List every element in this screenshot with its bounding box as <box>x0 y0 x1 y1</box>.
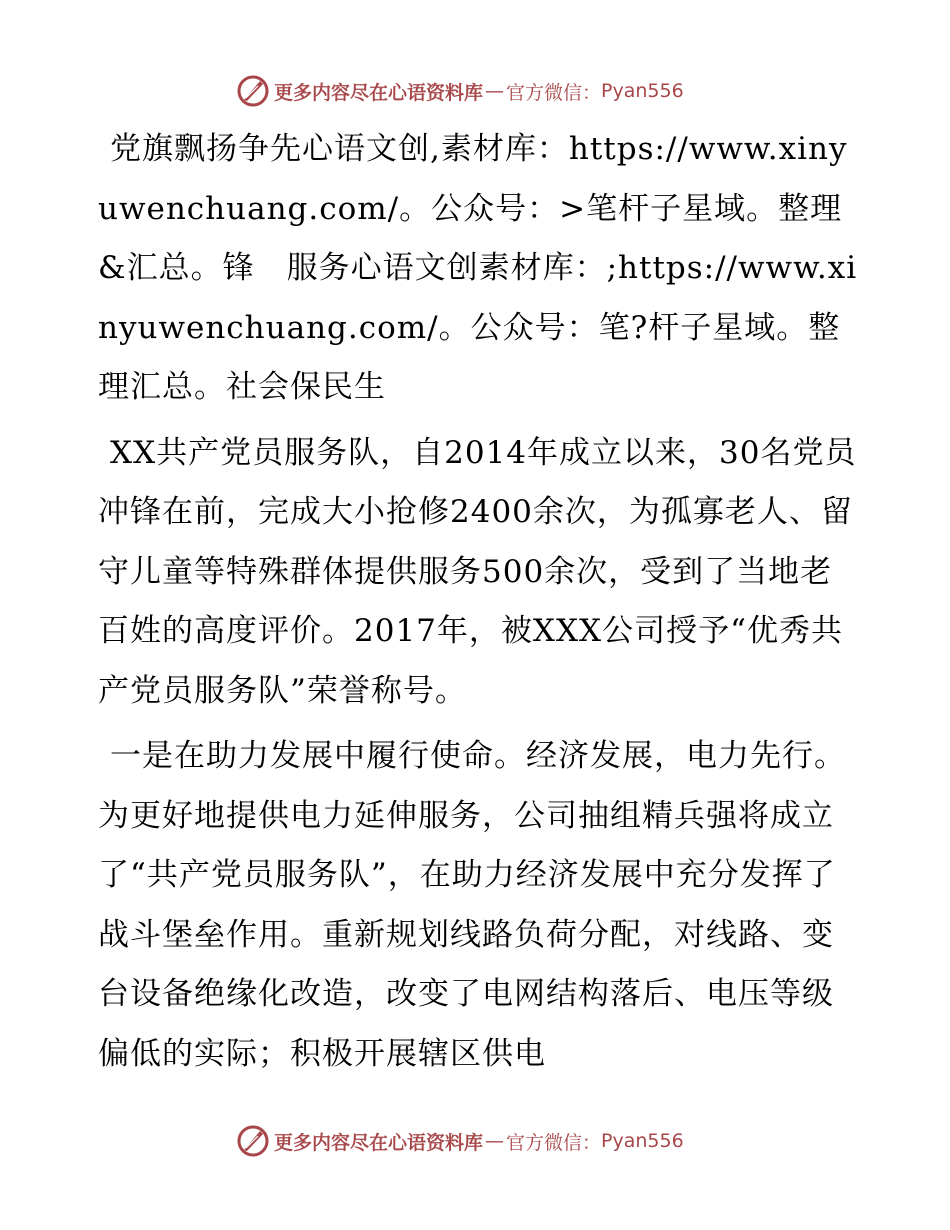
feather-pen-circle-icon <box>236 1124 270 1158</box>
banner-wechat-id: Pyan556 <box>601 80 684 102</box>
paragraph-3: 一是在助力发展中履行使命。经济发展，电力先行。为更好地提供电力延伸服务，公司抽组精兵强将成立了“共产党员服务队”，在助力经济发展中充分发挥了战斗堡垒作用。重新规划线路负荷分配，对线路、变台设备绝缘化改造，改变了电网结构落后、电压等级偏低的实际；积极开展辖区供电 <box>98 738 846 1072</box>
banner-dash: — <box>485 80 505 102</box>
banner-main-text: 更多内容尽在心语资料库 <box>274 81 484 104</box>
banner-dash: — <box>485 1130 505 1152</box>
paragraph-1: 党旗飘扬争先心语文创,素材库：https://www.xinyuwenchuang.com/。公众号：>笔杆子星域。整理&汇总。锋 服务心语文创素材库：;https://www.xinyuwenchuang.com/。公众号：笔?杆子星域。整理汇总。社会保民生 <box>98 131 858 405</box>
document-body <box>98 120 858 1090</box>
banner-wechat-label: 官方微信： <box>506 81 602 104</box>
banner-main-text: 更多内容尽在心语资料库 <box>274 1131 484 1154</box>
banner-wechat-id: Pyan556 <box>601 1130 684 1152</box>
paragraph-2: XX共产党员服务队，自2014年成立以来，30名党员冲锋在前，完成大小抢修2400余次，为孤寡老人、留守儿童等特殊群体提供服务500余次，受到了当地老百姓的高度评价。2017年，被XXX公司授予“优秀共产党员服务队”荣誉称号。 <box>98 434 857 709</box>
footer-watermark-banner <box>236 1124 684 1158</box>
banner-wechat-label: 官方微信： <box>506 1131 602 1154</box>
header-watermark-banner <box>236 74 684 108</box>
feather-pen-circle-icon <box>236 74 270 108</box>
